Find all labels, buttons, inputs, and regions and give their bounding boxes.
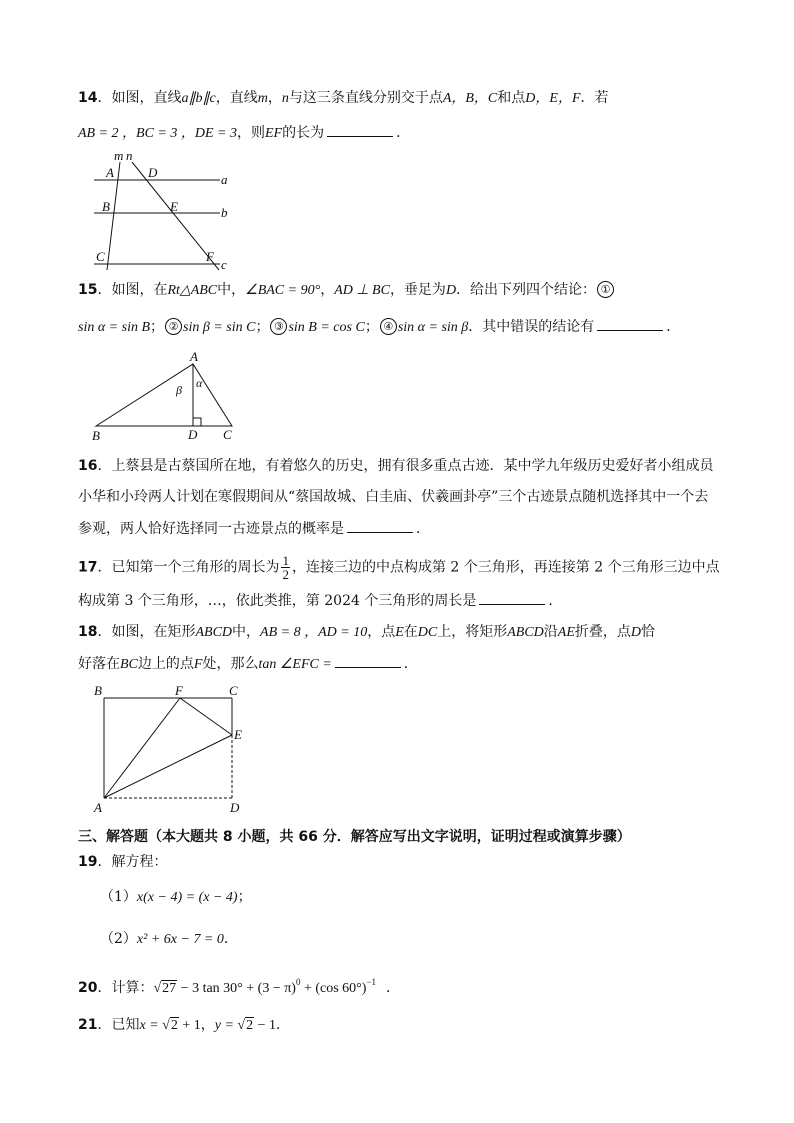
label-A: A — [190, 349, 198, 364]
question-number: 18 — [78, 624, 98, 640]
label-E: E — [234, 727, 242, 742]
q19-line: 19．解方程： — [78, 854, 168, 870]
answer-blank[interactable] — [347, 518, 413, 533]
answer-blank[interactable] — [335, 653, 401, 668]
label-E: E — [170, 199, 178, 214]
q15-line1: 15．如图，在Rt△ABC中，∠BAC = 90°，AD ⊥ BC，垂足为D．给出下列四个结论： ① — [78, 280, 615, 301]
label-c: c — [221, 257, 227, 272]
label-C: C — [96, 249, 105, 264]
label-B: B — [94, 683, 102, 698]
q14-figure — [88, 148, 248, 274]
q16-line3: 参观，两人恰好选择同一古迹景点的概率是 ． — [78, 518, 430, 539]
q16-line1: 16．上蔡县是古蔡国所在地，有着悠久的历史，拥有很多重点古迹．某中学九年级历史爱好者小组成员 — [78, 458, 714, 474]
label-a: a — [221, 172, 228, 187]
q15-line2: sin α = sin B； ② sin β = sin C； ③ sin B = cos C； ④ sin α = sin β．其中错误的结论有 ． — [78, 316, 680, 338]
label-F: F — [206, 249, 214, 264]
label-F: F — [175, 683, 183, 698]
label-D: D — [188, 427, 198, 442]
q18-figure — [88, 680, 258, 818]
q19-part2: （2）x² + 6x − 7 = 0． — [100, 931, 238, 947]
question-number: 16 — [78, 458, 98, 474]
q15-figure — [88, 348, 248, 442]
question-number: 14 — [78, 90, 98, 106]
question-number: 19 — [78, 854, 98, 870]
sqrt-expression: √27 — [153, 981, 177, 996]
answer-blank[interactable] — [327, 122, 393, 137]
question-number: 20 — [78, 980, 98, 996]
label-D: D — [148, 165, 158, 180]
fraction: $\frac{1}{2}$ — [282, 553, 289, 582]
label-A: A — [94, 800, 102, 815]
q14-line1: 14．如图，直线a∥b∥c，直线m，n与这三条直线分别交于点A，B，C和点D，E，F．若 — [78, 90, 609, 106]
label-m: m — [114, 148, 124, 163]
question-number: 21 — [78, 1017, 98, 1033]
label-n: n — [126, 148, 133, 163]
label-beta: β — [176, 383, 182, 397]
q18-line2: 好落在BC边上的点F处，那么tan ∠EFC = ． — [78, 653, 418, 675]
label-C: C — [229, 683, 238, 698]
question-number: 17 — [78, 559, 98, 576]
label-A: A — [106, 165, 114, 180]
label-C: C — [223, 427, 232, 442]
q19-part1: （1）x(x − 4) = (x − 4)； — [100, 889, 252, 905]
sqrt-expression: √2 — [162, 1018, 178, 1033]
q17-line2: 构成第 3 个三角形，…，依此类推，第 2024 个三角形的周长是 ． — [78, 590, 562, 611]
section-heading: 三、解答题（本大题共 8 小题，共 66 分．解答应写出文字说明，证明过程或演算步骤） — [78, 829, 631, 845]
label-B: B — [102, 199, 110, 214]
q14-line2: AB = 2 ，BC = 3 ，DE = 3，则EF的长为 ． — [78, 122, 410, 144]
answer-blank[interactable] — [479, 590, 545, 605]
q17-line1: 17．已知第一个三角形的周长为 $\frac{1}{2}$ ，连接三边的中点构成第 2 个三角形，再连接第 2 个三角形三边中点 — [78, 553, 720, 582]
label-alpha: α — [196, 376, 203, 390]
label-D: D — [230, 800, 240, 815]
q18-line1: 18．如图，在矩形ABCD中，AB = 8 ，AD = 10，点E在DC上，将矩形ABCD沿AE折叠，点D恰 — [78, 624, 656, 640]
question-number: 15 — [78, 282, 98, 298]
label-b: b — [221, 205, 228, 220]
label-B: B — [92, 428, 100, 442]
answer-blank[interactable] — [597, 316, 663, 331]
q21-line: 21．已知x = √2 + 1，y = √2 − 1． — [78, 1017, 291, 1033]
q16-line2: 小华和小玲两人计划在寒假期间从“蔡国故城、白圭庙、伏羲画卦亭”三个古迹景点随机选择其中一个去 — [78, 489, 709, 505]
sqrt-expression: √2 — [237, 1018, 254, 1033]
q20-line: 20．计算：√27 − 3 $\tan 30^\circ + (3 - \pi)^0 + (\cos$ 60°)$^{-1}$ ． — [78, 977, 401, 996]
